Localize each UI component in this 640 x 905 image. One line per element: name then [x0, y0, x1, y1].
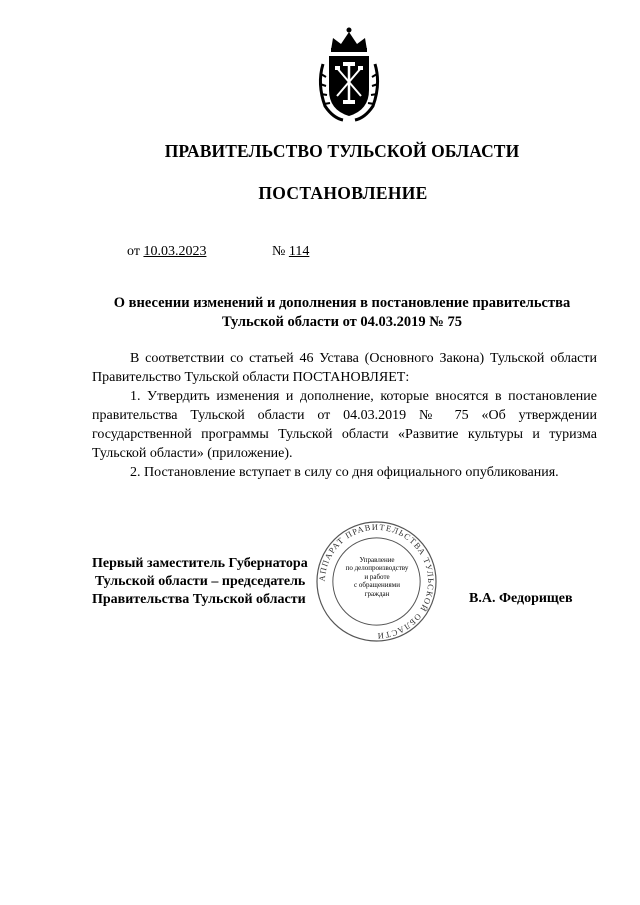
- number-prefix: №: [272, 244, 286, 259]
- signer-name: В.А. Федорищев: [469, 591, 573, 606]
- signer-position-line: Первый заместитель Губернатора: [92, 556, 308, 571]
- document-body: [92, 349, 597, 482]
- document-date: [127, 244, 206, 260]
- document-subject: [92, 294, 592, 332]
- stamp-line: и работе: [364, 572, 390, 581]
- stamp-ring-text: АППАРАТ ПРАВИТЕЛЬСТВА ТУЛЬСКОЙ ОБЛАСТИ: [316, 521, 437, 642]
- signer-position-line: Тульской области – председатель: [95, 574, 306, 589]
- document-type: ПОСТАНОВЛЕНИЕ: [258, 183, 428, 203]
- stamp-line: с обращениями: [354, 581, 400, 590]
- tula-coat-of-arms-icon: [313, 24, 385, 124]
- body-paragraph: 2. Постановление вступает в силу со дня официального опубликования.: [130, 465, 559, 480]
- stamp-line: граждан: [364, 589, 390, 598]
- stamp-line: по делопроизводству: [345, 564, 409, 573]
- signer-position-line: Правительства Тульской области: [92, 592, 306, 607]
- subject-line: О внесении изменений и дополнения в постановление правительства: [113, 295, 571, 311]
- stamp-inner-text: [343, 556, 411, 598]
- body-paragraph: В соответствии со статьей 46 Устава (Основного Закона) Тульской области Правительство Тульской области ПОСТАНОВЛЯЕТ:: [92, 351, 597, 385]
- stamp-line: Управление: [359, 556, 395, 564]
- date-prefix: от: [127, 244, 140, 259]
- signer-position: [92, 555, 352, 609]
- document-number: [272, 244, 309, 260]
- government-title: ПРАВИТЕЛЬСТВО ТУЛЬСКОЙ ОБЛАСТИ: [164, 141, 520, 161]
- date-value: 10.03.2023: [143, 244, 207, 259]
- number-value: 114: [288, 244, 310, 259]
- body-paragraph: 1. Утвердить изменения и дополнение, которые вносятся в постановление правительства Тульской области от 04.03.2019 № 75 «Об утверждении государственной программы Тульской области «Развитие культуры и туризма Тульской области» (приложение).: [92, 389, 597, 461]
- subject-line: Тульской области от 04.03.2019 № 75: [222, 314, 462, 330]
